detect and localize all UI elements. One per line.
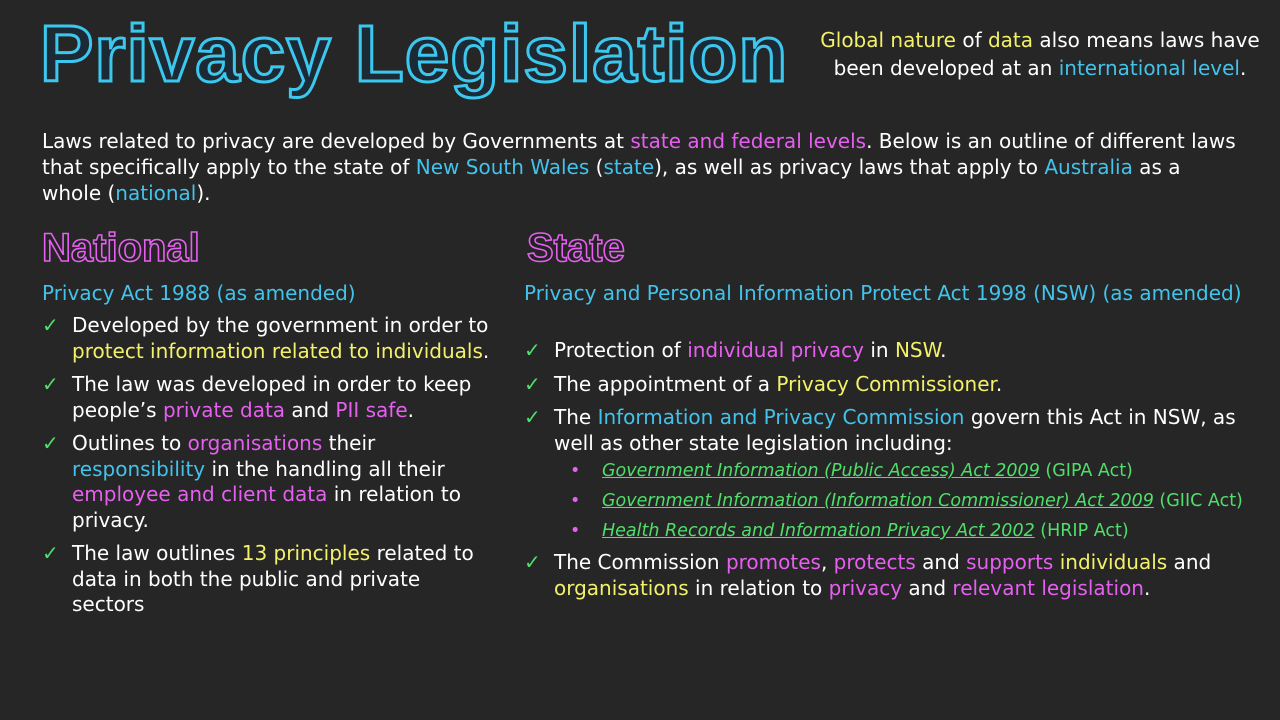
check-icon: ✓	[42, 313, 59, 337]
list-item: ✓ The Commission promotes, protects and supports individuals and organisations in relation to privacy and relevant legislation.	[524, 550, 1212, 600]
legislation-link[interactable]: Government Information (Information Commissioner) Act 2009	[602, 491, 1154, 511]
list-item: ✓ Protection of individual privacy in NSW.	[524, 338, 947, 362]
sub-list-item: • Health Records and Information Privacy Act 2002 (HRIP Act)	[570, 521, 1129, 541]
check-icon: ✓	[524, 550, 541, 574]
legislation-sublist	[554, 460, 1244, 542]
state-heading: State	[527, 226, 625, 270]
check-icon: ✓	[524, 405, 541, 429]
sub-list-item: • Government Information (Information Commissioner) Act 2009 (GIIC Act)	[570, 491, 1243, 511]
national-list	[42, 313, 492, 626]
state-act-title: Privacy and Personal Information Protect Act 1998 (NSW) (as amended)	[524, 281, 1242, 305]
list-item: ✓ The appointment of a Privacy Commissioner.	[524, 371, 1003, 396]
bullet-icon: •	[570, 461, 581, 481]
check-icon: ✓	[42, 541, 59, 565]
legislation-link[interactable]: Government Information (Public Access) Act 2009	[602, 461, 1040, 481]
list-item: ✓ The law was developed in order to keep people’s private data and PII safe.	[42, 372, 472, 422]
check-icon: ✓	[524, 338, 541, 362]
check-icon: ✓	[524, 371, 541, 396]
check-icon: ✓	[42, 372, 59, 396]
legislation-link[interactable]: Health Records and Information Privacy Act 2002	[602, 521, 1035, 541]
check-icon: ✓	[42, 431, 59, 455]
list-item: ✓ Outlines to organisations their responsibility in the handling all their employee and client data in relation to privacy.	[42, 431, 461, 532]
national-act-title: Privacy Act 1988 (as amended)	[42, 281, 356, 305]
side-note: Global nature of data also means laws have been developed at an international level.	[820, 28, 1260, 80]
list-item: ✓ The Information and Privacy Commission govern this Act in NSW, as well as other state legislation including: • Government Information (Public Access) Act 2009 (GIPA Act) • Government Information (Information Commissioner) Act 2009 (GIIC Act) • Health Records and Information Privacy Act 2002 (HRIP Act)	[524, 405, 1243, 541]
sub-list-item: • Government Information (Public Access) Act 2009 (GIPA Act)	[570, 461, 1133, 481]
list-item: ✓ The law outlines 13 principles related to data in both the public and private sectors	[42, 541, 474, 616]
bullet-icon: •	[570, 491, 581, 511]
intro-paragraph: Laws related to privacy are developed by Governments at state and federal levels. Below is an outline of different laws that specifically apply to the state of New South Wales (state), as well as privacy laws that apply to Australia as a whole (national).	[42, 129, 1236, 205]
state-list	[524, 338, 1244, 609]
list-item: ✓ Developed by the government in order to protect information related to individuals.	[42, 313, 490, 363]
bullet-icon: •	[570, 521, 581, 541]
national-heading: National	[42, 226, 200, 270]
page-title: Privacy Legislation	[40, 9, 789, 98]
